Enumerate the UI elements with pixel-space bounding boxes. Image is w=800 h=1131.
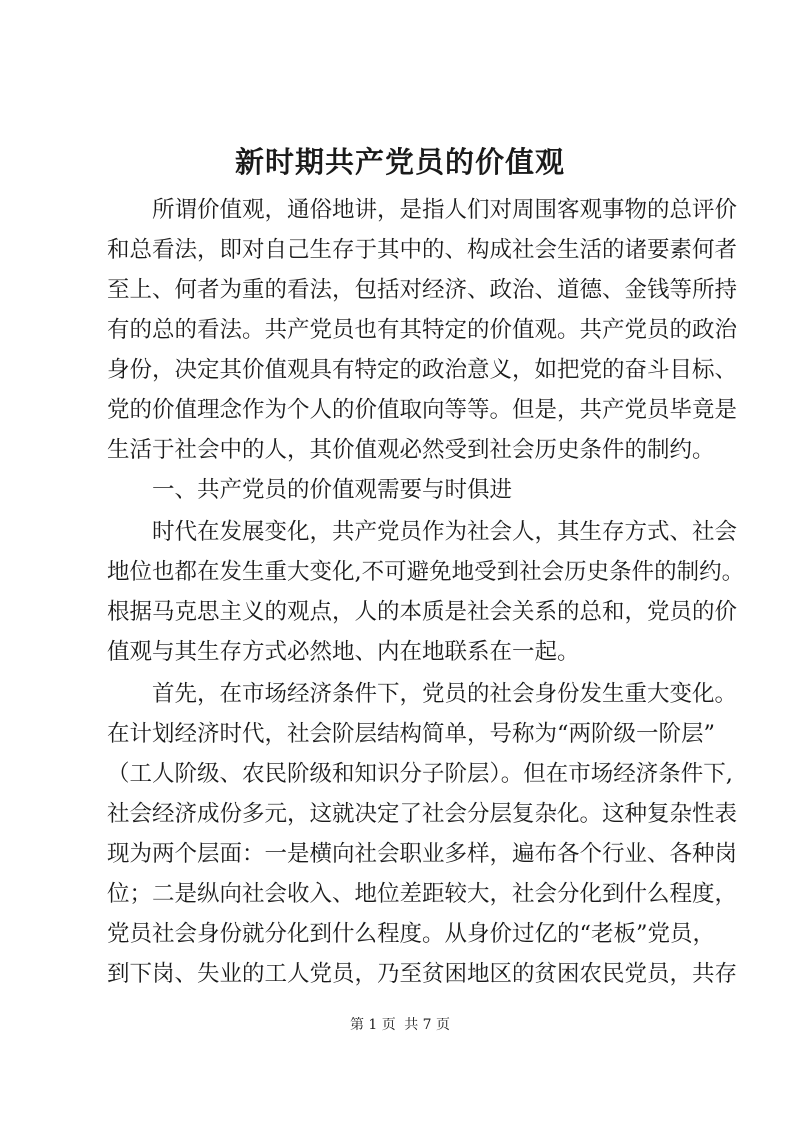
text-line: 有的总的看法。共产党员也有其特定的价值观。共产党员的政治 [107, 317, 738, 343]
text-line: 党的价值理念作为个人的价值取向等等。但是，共产党员毕竟是 [107, 397, 738, 423]
page-footer [0, 1015, 800, 1035]
text-line: 到下岗、失业的工人党员，乃至贫困地区的贫困农民党员，共存 [107, 961, 738, 987]
text-line: （工人阶级、农民阶级和知识分子阶层）。但在市场经济条件下, [107, 761, 733, 787]
text-line: 至上、何者为重的看法，包括对经济、政治、道德、金钱等所持 [107, 277, 738, 303]
text-line: 位；二是纵向社会收入、地位差距较大，社会分化到什么程度， [107, 881, 738, 907]
text-line: 所谓价值观，通俗地讲，是指人们对周围客观事物的总评价 [152, 197, 738, 223]
text-line: 首先，在市场经济条件下，党员的社会身份发生重大变化。 [152, 681, 738, 707]
text-line: 身份，决定其价值观具有特定的政治意义，如把党的奋斗目标、 [107, 357, 738, 383]
text-line: 根据马克思主义的观点，人的本质是社会关系的总和，党员的价 [107, 599, 738, 625]
page-total: 共 7 页 [404, 1017, 451, 1033]
text-line: 党员社会身份就分化到什么程度。从身价过亿的“老板”党员， [107, 921, 716, 947]
text-line: 时代在发展变化，共产党员作为社会人，其生存方式、社会 [152, 519, 738, 545]
text-line: 值观与其生存方式必然地、内在地联系在一起。 [107, 639, 580, 665]
page-number: 第 1 页 [349, 1017, 396, 1033]
text-line: 生活于社会中的人，其价值观必然受到社会历史条件的制约。 [107, 437, 715, 463]
text-line: 社会经济成份多元，这就决定了社会分层复杂化。这种复杂性表 [107, 801, 738, 827]
section-heading: 一、共产党员的价值观需要与时俱进 [152, 477, 513, 503]
text-line: 地位也都在发生重大变化,不可避免地受到社会历史条件的制约。 [107, 559, 745, 585]
text-line: 和总看法，即对自己生存于其中的、构成社会生活的诸要素何者 [107, 237, 738, 263]
text-line: 在计划经济时代，社会阶层结构简单，号称为“两阶级一阶层” [107, 721, 716, 747]
document-title: 新时期共产党员的价值观 [234, 145, 565, 179]
text-line: 现为两个层面：一是横向社会职业多样，遍布各个行业、各种岗 [107, 841, 738, 867]
